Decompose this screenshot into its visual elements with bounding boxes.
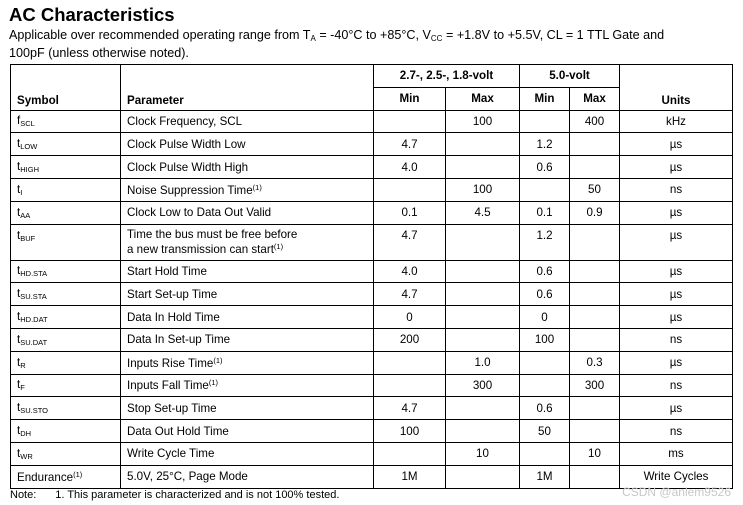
header-max-2: Max bbox=[570, 87, 620, 110]
ta-subscript: A bbox=[310, 34, 316, 43]
symbol-footnote-ref: (1) bbox=[73, 469, 83, 479]
cell-max-5v: 10 bbox=[570, 442, 620, 465]
cell-units: µs bbox=[620, 283, 733, 306]
table-row bbox=[11, 328, 733, 351]
parameter-text: Write Cycle Time bbox=[127, 447, 215, 461]
parameter-text: Inputs Rise Time bbox=[127, 356, 214, 370]
cell-min-low-voltage: 4.7 bbox=[374, 283, 446, 306]
parameter-text: Time the bus must be free before bbox=[127, 227, 298, 241]
table-row bbox=[11, 351, 733, 374]
symbol-text: t bbox=[17, 446, 21, 460]
table-row bbox=[11, 260, 733, 283]
table-row bbox=[11, 420, 733, 443]
cell-min-5v: 0.6 bbox=[520, 260, 570, 283]
parameter-text: Clock Pulse Width High bbox=[127, 160, 249, 174]
cell-max-low-voltage bbox=[446, 156, 520, 179]
vcc-subscript: CC bbox=[430, 34, 443, 43]
symbol-text: t bbox=[17, 378, 21, 392]
symbol-subscript: R bbox=[20, 360, 26, 370]
cell-min-5v: 1.2 bbox=[520, 224, 570, 260]
cell-parameter bbox=[121, 442, 374, 465]
cell-max-5v bbox=[570, 260, 620, 283]
cell-units: ns bbox=[620, 328, 733, 351]
cell-parameter bbox=[121, 110, 374, 133]
symbol-subscript: SCL bbox=[20, 119, 35, 129]
symbol-subscript: DH bbox=[20, 429, 32, 439]
parameter-text: Inputs Fall Time bbox=[127, 379, 209, 393]
cell-symbol bbox=[11, 224, 121, 260]
symbol-subscript: BUF bbox=[20, 233, 36, 243]
cell-max-low-voltage: 10 bbox=[446, 442, 520, 465]
cell-units: ms bbox=[620, 442, 733, 465]
cell-max-5v: 400 bbox=[570, 110, 620, 133]
cell-min-5v bbox=[520, 110, 570, 133]
table-row bbox=[11, 201, 733, 224]
table-row bbox=[11, 397, 733, 420]
symbol-text: f bbox=[17, 114, 21, 128]
cell-max-low-voltage bbox=[446, 224, 520, 260]
cell-max-5v bbox=[570, 397, 620, 420]
intro-text bbox=[9, 28, 737, 61]
cell-max-low-voltage: 100 bbox=[446, 178, 520, 201]
note-item-1: 1. This parameter is characterized and is not 100% tested. bbox=[55, 489, 340, 501]
parameter-footnote-ref: (1) bbox=[213, 355, 223, 365]
cell-max-5v: 50 bbox=[570, 178, 620, 201]
parameter-footnote-ref: (1) bbox=[273, 241, 284, 251]
note-label: Note: bbox=[10, 489, 37, 501]
parameter-footnote-ref: (1) bbox=[252, 182, 262, 192]
header-parameter: Parameter bbox=[121, 65, 374, 111]
ac-characteristics-table bbox=[10, 64, 733, 489]
cell-symbol bbox=[11, 201, 121, 224]
cell-max-5v bbox=[570, 133, 620, 156]
symbol-text: t bbox=[17, 355, 21, 369]
cell-min-5v: 0.1 bbox=[520, 201, 570, 224]
table-row bbox=[11, 110, 733, 133]
symbol-text: t bbox=[17, 310, 21, 324]
symbol-subscript: F bbox=[20, 383, 25, 393]
parameter-text: Start Hold Time bbox=[127, 264, 207, 278]
cell-symbol bbox=[11, 260, 121, 283]
symbol-text: t bbox=[17, 228, 21, 242]
cell-units: µs bbox=[620, 260, 733, 283]
table-row bbox=[11, 374, 733, 397]
symbol-subscript: AA bbox=[20, 210, 31, 220]
cell-max-5v bbox=[570, 224, 620, 260]
cell-symbol bbox=[11, 178, 121, 201]
header-group-5v: 5.0-volt bbox=[520, 65, 620, 88]
table-body bbox=[11, 110, 733, 488]
page-title: AC Characteristics bbox=[9, 4, 175, 25]
footnote bbox=[10, 489, 339, 501]
header-group-low-voltage: 2.7-, 2.5-, 1.8-volt bbox=[374, 65, 520, 88]
symbol-subscript: WR bbox=[20, 451, 33, 461]
parameter-text: 5.0V, 25°C, Page Mode bbox=[127, 470, 248, 484]
symbol-text: t bbox=[17, 205, 21, 219]
cell-min-low-voltage: 100 bbox=[374, 420, 446, 443]
cell-min-low-voltage bbox=[374, 351, 446, 374]
parameter-text: Data In Hold Time bbox=[127, 310, 220, 324]
cell-max-5v: 0.3 bbox=[570, 351, 620, 374]
cell-parameter bbox=[121, 178, 374, 201]
cell-units: µs bbox=[620, 156, 733, 179]
header-max-1: Max bbox=[446, 87, 520, 110]
header-min-1: Min bbox=[374, 87, 446, 110]
cell-min-5v bbox=[520, 351, 570, 374]
cell-symbol bbox=[11, 374, 121, 397]
cell-max-5v bbox=[570, 465, 620, 488]
cell-symbol bbox=[11, 328, 121, 351]
intro-part-3: = +1.8V to +5.5V, CL = 1 TTL Gate and bbox=[442, 28, 665, 42]
symbol-text: t bbox=[17, 424, 21, 438]
cell-min-low-voltage: 4.0 bbox=[374, 260, 446, 283]
table-row bbox=[11, 178, 733, 201]
cell-max-5v: 300 bbox=[570, 374, 620, 397]
cell-units: Write Cycles bbox=[620, 465, 733, 488]
parameter-text: Data In Set-up Time bbox=[127, 333, 231, 347]
cell-min-low-voltage: 0.1 bbox=[374, 201, 446, 224]
table-row bbox=[11, 442, 733, 465]
cell-parameter bbox=[121, 156, 374, 179]
table-row bbox=[11, 133, 733, 156]
cell-units: kHz bbox=[620, 110, 733, 133]
symbol-subscript: HIGH bbox=[20, 165, 39, 175]
cell-symbol bbox=[11, 465, 121, 488]
cell-max-5v: 0.9 bbox=[570, 201, 620, 224]
cell-units: µs bbox=[620, 306, 733, 329]
cell-min-low-voltage bbox=[374, 110, 446, 133]
table-row bbox=[11, 156, 733, 179]
cell-symbol bbox=[11, 351, 121, 374]
cell-units: µs bbox=[620, 351, 733, 374]
cell-min-5v: 0.6 bbox=[520, 156, 570, 179]
parameter-text: Noise Suppression Time bbox=[127, 183, 253, 197]
symbol-text: t bbox=[17, 182, 21, 196]
cell-symbol bbox=[11, 133, 121, 156]
cell-parameter bbox=[121, 328, 374, 351]
cell-max-5v bbox=[570, 283, 620, 306]
cell-max-low-voltage: 4.5 bbox=[446, 201, 520, 224]
table-row bbox=[11, 283, 733, 306]
parameter-text: Clock Frequency, SCL bbox=[127, 114, 243, 128]
cell-min-low-voltage bbox=[374, 442, 446, 465]
cell-max-5v bbox=[570, 156, 620, 179]
symbol-text: t bbox=[17, 401, 21, 415]
cell-min-5v bbox=[520, 178, 570, 201]
symbol-subscript: SU.STA bbox=[20, 292, 47, 302]
cell-min-5v bbox=[520, 442, 570, 465]
symbol-subscript: I bbox=[20, 187, 23, 197]
header-min-2: Min bbox=[520, 87, 570, 110]
cell-min-5v: 1.2 bbox=[520, 133, 570, 156]
parameter-text: Clock Pulse Width Low bbox=[127, 137, 246, 151]
cell-symbol bbox=[11, 110, 121, 133]
cell-parameter bbox=[121, 133, 374, 156]
symbol-subscript: LOW bbox=[20, 142, 38, 152]
symbol-text: t bbox=[17, 137, 21, 151]
cell-symbol bbox=[11, 397, 121, 420]
cell-max-low-voltage bbox=[446, 420, 520, 443]
symbol-subscript: SU.DAT bbox=[20, 337, 48, 347]
intro-part-2: = -40°C to +85°C, V bbox=[315, 28, 431, 42]
cell-max-5v bbox=[570, 420, 620, 443]
cell-units: µs bbox=[620, 201, 733, 224]
symbol-text: t bbox=[17, 160, 21, 174]
cell-max-low-voltage bbox=[446, 260, 520, 283]
cell-min-low-voltage: 4.0 bbox=[374, 156, 446, 179]
cell-min-low-voltage: 1M bbox=[374, 465, 446, 488]
cell-max-low-voltage: 100 bbox=[446, 110, 520, 133]
cell-max-low-voltage bbox=[446, 306, 520, 329]
cell-symbol bbox=[11, 156, 121, 179]
cell-min-low-voltage: 200 bbox=[374, 328, 446, 351]
cell-units: µs bbox=[620, 224, 733, 260]
cell-min-5v: 50 bbox=[520, 420, 570, 443]
table-row bbox=[11, 224, 733, 260]
cell-units: ns bbox=[620, 420, 733, 443]
symbol-subscript: HD.DAT bbox=[20, 315, 48, 325]
cell-parameter bbox=[121, 224, 374, 260]
cell-symbol bbox=[11, 420, 121, 443]
cell-max-low-voltage bbox=[446, 397, 520, 420]
cell-symbol bbox=[11, 283, 121, 306]
intro-part-1: Applicable over recommended operating range from T bbox=[9, 28, 311, 42]
cell-parameter bbox=[121, 374, 374, 397]
cell-min-low-voltage: 4.7 bbox=[374, 397, 446, 420]
cell-max-low-voltage: 1.0 bbox=[446, 351, 520, 374]
symbol-subscript: SU.STO bbox=[20, 406, 49, 416]
cell-min-low-voltage bbox=[374, 178, 446, 201]
cell-max-low-voltage bbox=[446, 465, 520, 488]
symbol-text: t bbox=[17, 264, 21, 278]
parameter-text: Data Out Hold Time bbox=[127, 424, 229, 438]
header-symbol: Symbol bbox=[11, 65, 121, 111]
cell-min-5v: 0.6 bbox=[520, 397, 570, 420]
cell-max-5v bbox=[570, 306, 620, 329]
cell-parameter bbox=[121, 420, 374, 443]
cell-parameter bbox=[121, 260, 374, 283]
cell-symbol bbox=[11, 306, 121, 329]
parameter-footnote-ref: (1) bbox=[208, 378, 219, 388]
cell-min-5v: 0.6 bbox=[520, 283, 570, 306]
watermark: CSDN @anlem9526 bbox=[622, 485, 731, 499]
cell-max-low-voltage bbox=[446, 283, 520, 306]
cell-parameter bbox=[121, 465, 374, 488]
intro-line-2: 100pF (unless otherwise noted). bbox=[9, 46, 189, 60]
cell-max-low-voltage: 300 bbox=[446, 374, 520, 397]
symbol-text: t bbox=[17, 287, 21, 301]
parameter-text: Clock Low to Data Out Valid bbox=[127, 206, 272, 220]
cell-min-5v: 100 bbox=[520, 328, 570, 351]
cell-min-5v bbox=[520, 374, 570, 397]
parameter-text: Stop Set-up Time bbox=[127, 401, 217, 415]
symbol-text: Endurance bbox=[17, 470, 74, 484]
cell-min-low-voltage bbox=[374, 374, 446, 397]
header-units: Units bbox=[620, 65, 733, 111]
cell-parameter bbox=[121, 201, 374, 224]
cell-parameter bbox=[121, 306, 374, 329]
table-row bbox=[11, 306, 733, 329]
cell-min-low-voltage: 4.7 bbox=[374, 133, 446, 156]
cell-min-5v: 0 bbox=[520, 306, 570, 329]
cell-max-low-voltage bbox=[446, 328, 520, 351]
cell-units: ns bbox=[620, 374, 733, 397]
cell-parameter bbox=[121, 397, 374, 420]
cell-min-low-voltage: 0 bbox=[374, 306, 446, 329]
cell-max-5v bbox=[570, 328, 620, 351]
cell-min-5v: 1M bbox=[520, 465, 570, 488]
cell-units: µs bbox=[620, 133, 733, 156]
cell-max-low-voltage bbox=[446, 133, 520, 156]
cell-parameter bbox=[121, 283, 374, 306]
cell-units: µs bbox=[620, 397, 733, 420]
parameter-text-line-2: a new transmission can start bbox=[127, 242, 274, 256]
symbol-text: t bbox=[17, 332, 21, 346]
cell-symbol bbox=[11, 442, 121, 465]
symbol-subscript: HD.STA bbox=[20, 269, 48, 279]
cell-units: ns bbox=[620, 178, 733, 201]
cell-parameter bbox=[121, 351, 374, 374]
cell-min-low-voltage: 4.7 bbox=[374, 224, 446, 260]
parameter-text: Start Set-up Time bbox=[127, 287, 218, 301]
